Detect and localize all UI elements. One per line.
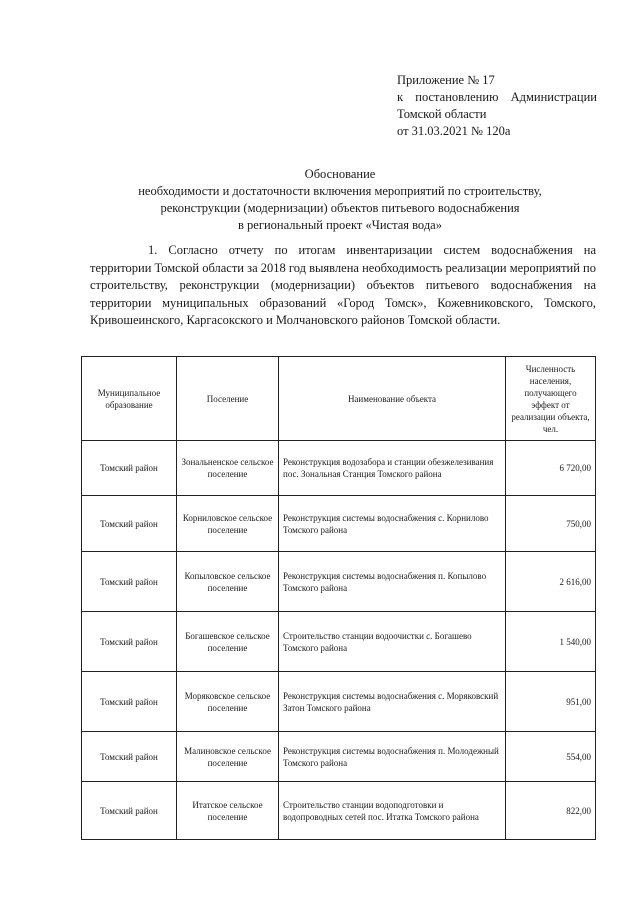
cell-district: Томский район: [82, 441, 177, 496]
appendix-line-4: от 31.03.2021 № 120а: [397, 124, 511, 138]
cell-settlement: Моряковское сельское поселение: [177, 672, 279, 732]
table-row: [82, 552, 596, 612]
document-title: [60, 166, 620, 234]
intro-paragraph: 1. Согласно отчету по итогам инвентаризации систем водоснабжения на территории Томской области за 2018 год выявлена необходимость реализации мероприятий по строительству, реконструкции (модернизации) объектов питьевого водоснабжения на территории муниципальных образований «Город Томск», Кожевниковского, Томского, Кривошеинского, Каргасокского и Молчановского районов Томской области.: [90, 243, 596, 327]
cell-district: Томский район: [82, 732, 177, 782]
cell-object: Реконструкция водозабора и станции обезжелезивания пос. Зональная Станция Томского района: [279, 441, 506, 496]
cell-object: Строительство станции водоочистки с. Богашево Томского района: [279, 612, 506, 672]
header-municipality: Муниципальное образование: [82, 357, 177, 441]
table-row: [82, 782, 596, 840]
header-settlement: Поселение: [177, 357, 279, 441]
cell-object: Реконструкция системы водоснабжения с. Моряковский Затон Томского района: [279, 672, 506, 732]
cell-population: 750,00: [506, 496, 596, 552]
appendix-line-2: к постановлению Администрации: [397, 90, 597, 104]
appendix-line-1: Приложение № 17: [397, 73, 495, 87]
cell-population: 2 616,00: [506, 552, 596, 612]
cell-population: 554,00: [506, 732, 596, 782]
objects-table: [81, 356, 596, 840]
cell-settlement: Копыловское сельское поселение: [177, 552, 279, 612]
header-object-name: Наименование объекта: [279, 357, 506, 441]
cell-population: 951,00: [506, 672, 596, 732]
cell-district: Томский район: [82, 552, 177, 612]
cell-population: 822,00: [506, 782, 596, 840]
cell-district: Томский район: [82, 672, 177, 732]
cell-settlement: Зональненское сельское поселение: [177, 441, 279, 496]
cell-population: 6 720,00: [506, 441, 596, 496]
cell-object: Реконструкция системы водоснабжения с. Корнилово Томского района: [279, 496, 506, 552]
cell-settlement: Богашевское сельское поселение: [177, 612, 279, 672]
cell-district: Томский район: [82, 496, 177, 552]
table-row: [82, 732, 596, 782]
cell-district: Томский район: [82, 782, 177, 840]
title-line-2: необходимости и достаточности включения мероприятий по строительству,: [138, 184, 542, 198]
table-row: [82, 496, 596, 552]
title-line-3: реконструкции (модернизации) объектов питьевого водоснабжения: [160, 201, 520, 215]
cell-district: Томский район: [82, 612, 177, 672]
cell-settlement: Корниловское сельское поселение: [177, 496, 279, 552]
cell-object: Реконструкция системы водоснабжения п. Копылово Томского района: [279, 552, 506, 612]
appendix-block: [397, 72, 597, 140]
table-row: [82, 441, 596, 496]
table-header-row: [82, 357, 596, 441]
table-row: [82, 672, 596, 732]
cell-object: Строительство станции водоподготовки и водопроводных сетей пос. Итатка Томского района: [279, 782, 506, 840]
cell-object: Реконструкция системы водоснабжения п. Молодежный Томского района: [279, 732, 506, 782]
cell-population: 1 540,00: [506, 612, 596, 672]
cell-settlement: Итатское сельское поселение: [177, 782, 279, 840]
header-population: Численность населения, получающего эффект от реализации объекта, чел.: [506, 357, 596, 441]
table-row: [82, 612, 596, 672]
cell-settlement: Малиновское сельское поселение: [177, 732, 279, 782]
appendix-line-3: Томской области: [397, 107, 487, 121]
title-line-1: Обоснование: [304, 167, 376, 181]
title-line-4: в региональный проект «Чистая вода»: [238, 218, 442, 232]
